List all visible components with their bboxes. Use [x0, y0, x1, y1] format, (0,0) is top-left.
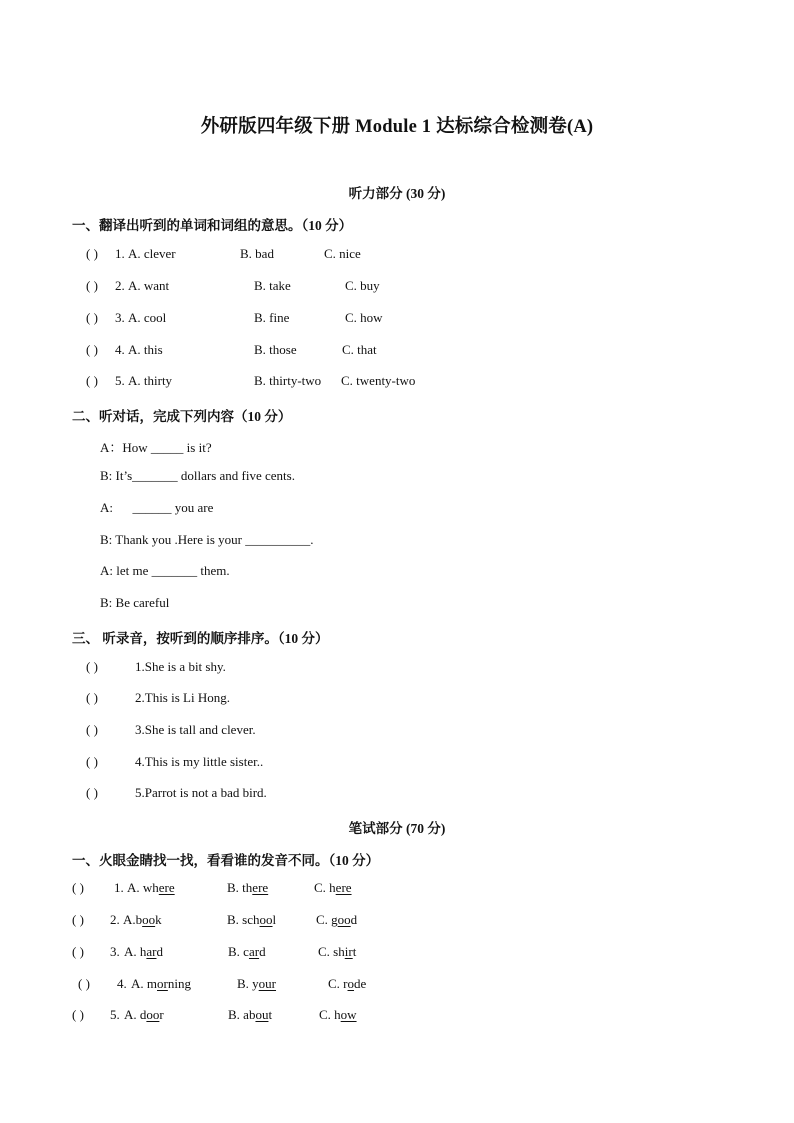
underlined-letters: ere	[335, 880, 352, 895]
answer-bracket[interactable]: ( )	[86, 754, 98, 769]
dialogue-text: dollars and five cents.	[177, 468, 295, 483]
option-b: B. thirty-two	[254, 373, 322, 388]
page-title: 外研版四年级下册 Module 1 达标综合检测卷(A)	[200, 117, 594, 137]
option-b: B. take	[254, 278, 291, 293]
answer-bracket[interactable]: ( )	[72, 944, 84, 959]
word-part: c	[243, 944, 249, 959]
item-number: 4.	[117, 976, 127, 991]
answer-bracket[interactable]: ( )	[72, 880, 84, 895]
underlined-letters: ar	[146, 944, 157, 959]
word-part: r	[159, 1007, 164, 1022]
option-b	[237, 976, 276, 992]
option-label: B.	[228, 944, 244, 959]
word-part: de	[354, 976, 367, 991]
word-part: t	[352, 944, 357, 959]
sentence: 5.Parrot is not a bad bird.	[135, 785, 267, 800]
word-part: r	[343, 976, 348, 991]
word-part: d	[350, 912, 358, 927]
answer-bracket[interactable]: ( )	[86, 310, 98, 325]
option-a: A. clever	[128, 246, 176, 261]
answer-bracket[interactable]: ( )	[86, 246, 98, 261]
option-label: A.	[131, 976, 147, 991]
option-c	[318, 944, 356, 960]
option-b: B. those	[254, 342, 297, 357]
underlined-letters: ou	[255, 1007, 269, 1022]
option-b	[227, 880, 268, 896]
word-part: ab	[243, 1007, 256, 1022]
dialogue-text: B: Be careful	[100, 595, 170, 610]
sentence: 2.This is Li Hong.	[135, 690, 230, 705]
option-b	[228, 1007, 272, 1023]
word-part: sh	[333, 944, 345, 959]
word-part: m	[146, 976, 158, 991]
option-label: B.	[227, 880, 243, 895]
underlined-letters: ow	[340, 1007, 357, 1022]
answer-bracket[interactable]: ( )	[86, 342, 98, 357]
answer-bracket[interactable]: ( )	[86, 785, 98, 800]
dialogue-line	[100, 500, 213, 516]
option-b: B. fine	[254, 310, 290, 325]
dialogue-text: A:	[100, 500, 133, 515]
option-a	[124, 1007, 164, 1023]
dialogue-text: A: let me	[100, 563, 152, 578]
underlined-letters: o	[347, 976, 355, 991]
underlined-letters: our	[258, 976, 277, 991]
sentence: 1.She is a bit shy.	[135, 659, 226, 674]
dialogue-line	[100, 563, 230, 579]
answer-bracket[interactable]: ( )	[78, 976, 90, 991]
answer-bracket[interactable]: ( )	[86, 278, 98, 293]
underlined-letters: ir	[344, 944, 353, 959]
item-number: 2.	[115, 278, 125, 293]
option-c	[319, 1007, 357, 1023]
word-part: t	[268, 1007, 273, 1022]
option-label: B.	[228, 1007, 244, 1022]
option-c: C. buy	[345, 278, 380, 293]
option-label: A.	[124, 1007, 140, 1022]
option-label: C.	[328, 976, 344, 991]
option-c: C. twenty-two	[341, 373, 416, 388]
fill-blank[interactable]: _______	[151, 563, 198, 578]
dialogue-line	[100, 532, 314, 548]
listening-section3-heading: 三、 听录音，按听到的顺序排序。（10 分）	[72, 631, 329, 646]
dialogue-line	[100, 595, 169, 611]
option-label: B.	[227, 912, 243, 927]
option-label: A.	[124, 944, 140, 959]
word-part: d	[139, 1007, 147, 1022]
option-label: C.	[318, 944, 334, 959]
word-part: g	[331, 912, 338, 927]
answer-bracket[interactable]: ( )	[72, 912, 84, 927]
dialogue-text: is it?	[183, 440, 212, 455]
item-number: 5.	[110, 1007, 120, 1022]
word-part: ning	[167, 976, 191, 991]
underlined-letters: oo	[259, 912, 273, 927]
fill-blank[interactable]: ______	[132, 500, 172, 515]
dialogue-text: them.	[197, 563, 230, 578]
dialogue-line	[100, 437, 212, 456]
word-part: wh	[142, 880, 159, 895]
option-b: B. bad	[240, 246, 274, 261]
word-part: l	[272, 912, 277, 927]
option-a: A. this	[128, 342, 163, 357]
option-a: A. cool	[128, 310, 167, 325]
listening-section1-heading: 一、翻译出听到的单词和词组的意思。（10 分）	[72, 218, 353, 233]
listening-part-heading: 听力部分 (30 分)	[348, 186, 446, 201]
underlined-letters: oo	[146, 1007, 160, 1022]
item-number: 2.	[110, 912, 120, 927]
option-b	[227, 912, 276, 928]
item-number: 3.	[110, 944, 120, 959]
option-a: A. thirty	[128, 373, 173, 388]
option-a	[123, 912, 162, 928]
underlined-letters: ere	[252, 880, 269, 895]
dialogue-line	[100, 468, 295, 484]
fill-blank[interactable]: _______	[132, 468, 178, 483]
word-part: d	[156, 944, 163, 959]
fill-blank[interactable]: __________	[245, 532, 311, 547]
option-label: C.	[314, 880, 330, 895]
option-c	[316, 912, 357, 928]
word-part: b	[135, 912, 143, 927]
word-part: h	[139, 944, 147, 959]
option-a	[131, 976, 191, 992]
option-label: C.	[319, 1007, 335, 1022]
item-number: 3.	[115, 310, 125, 325]
answer-bracket[interactable]: ( )	[72, 1007, 84, 1022]
written-section1-heading: 一、火眼金睛找一找，看看谁的发音不同。（10 分）	[72, 853, 380, 868]
option-c	[328, 976, 366, 992]
underlined-letters: or	[157, 976, 168, 991]
dialogue-text: you are	[171, 500, 214, 515]
option-b	[228, 944, 266, 960]
answer-bracket[interactable]: ( )	[86, 659, 98, 674]
word-part: h	[334, 1007, 341, 1022]
option-label: B.	[237, 976, 253, 991]
word-part: y	[252, 976, 259, 991]
dialogue-text: .	[310, 532, 314, 547]
item-number: 1.	[115, 246, 125, 261]
underlined-letters: oo	[142, 912, 156, 927]
sentence: 4.This is my little sister..	[135, 754, 264, 769]
option-c: C. how	[345, 310, 383, 325]
listening-section2-heading: 二、听对话，完成下列内容（10 分）	[72, 409, 292, 424]
underlined-letters: ar	[248, 944, 260, 959]
answer-bracket[interactable]: ( )	[86, 373, 98, 388]
item-number: 4.	[115, 342, 125, 357]
option-c: C. nice	[324, 246, 361, 261]
dialogue-text: B: Thank you .Here is your	[100, 532, 246, 547]
word-part: sch	[242, 912, 260, 927]
underlined-letters: oo	[337, 912, 351, 927]
option-a	[127, 880, 175, 896]
dialogue-text: B: It’s	[100, 468, 133, 483]
fill-blank[interactable]: _____	[150, 440, 184, 455]
option-a: A. want	[128, 278, 170, 293]
word-part: h	[329, 880, 336, 895]
underlined-letters: ere	[158, 880, 175, 895]
word-part: th	[242, 880, 253, 895]
answer-bracket[interactable]: ( )	[86, 722, 98, 737]
option-label: C.	[316, 912, 332, 927]
answer-bracket[interactable]: ( )	[86, 690, 98, 705]
option-label: A.	[127, 880, 143, 895]
word-part: d	[259, 944, 266, 959]
item-number: 1.	[114, 880, 124, 895]
sentence: 3.She is tall and clever.	[135, 722, 256, 737]
item-number: 5.	[115, 373, 125, 388]
written-part-heading: 笔试部分 (70 分)	[348, 821, 446, 836]
option-a	[124, 944, 163, 960]
word-part: k	[155, 912, 162, 927]
dialogue-text: A：How	[100, 440, 151, 455]
option-c	[314, 880, 352, 896]
option-c: C. that	[342, 342, 377, 357]
option-label: A.	[123, 912, 136, 927]
